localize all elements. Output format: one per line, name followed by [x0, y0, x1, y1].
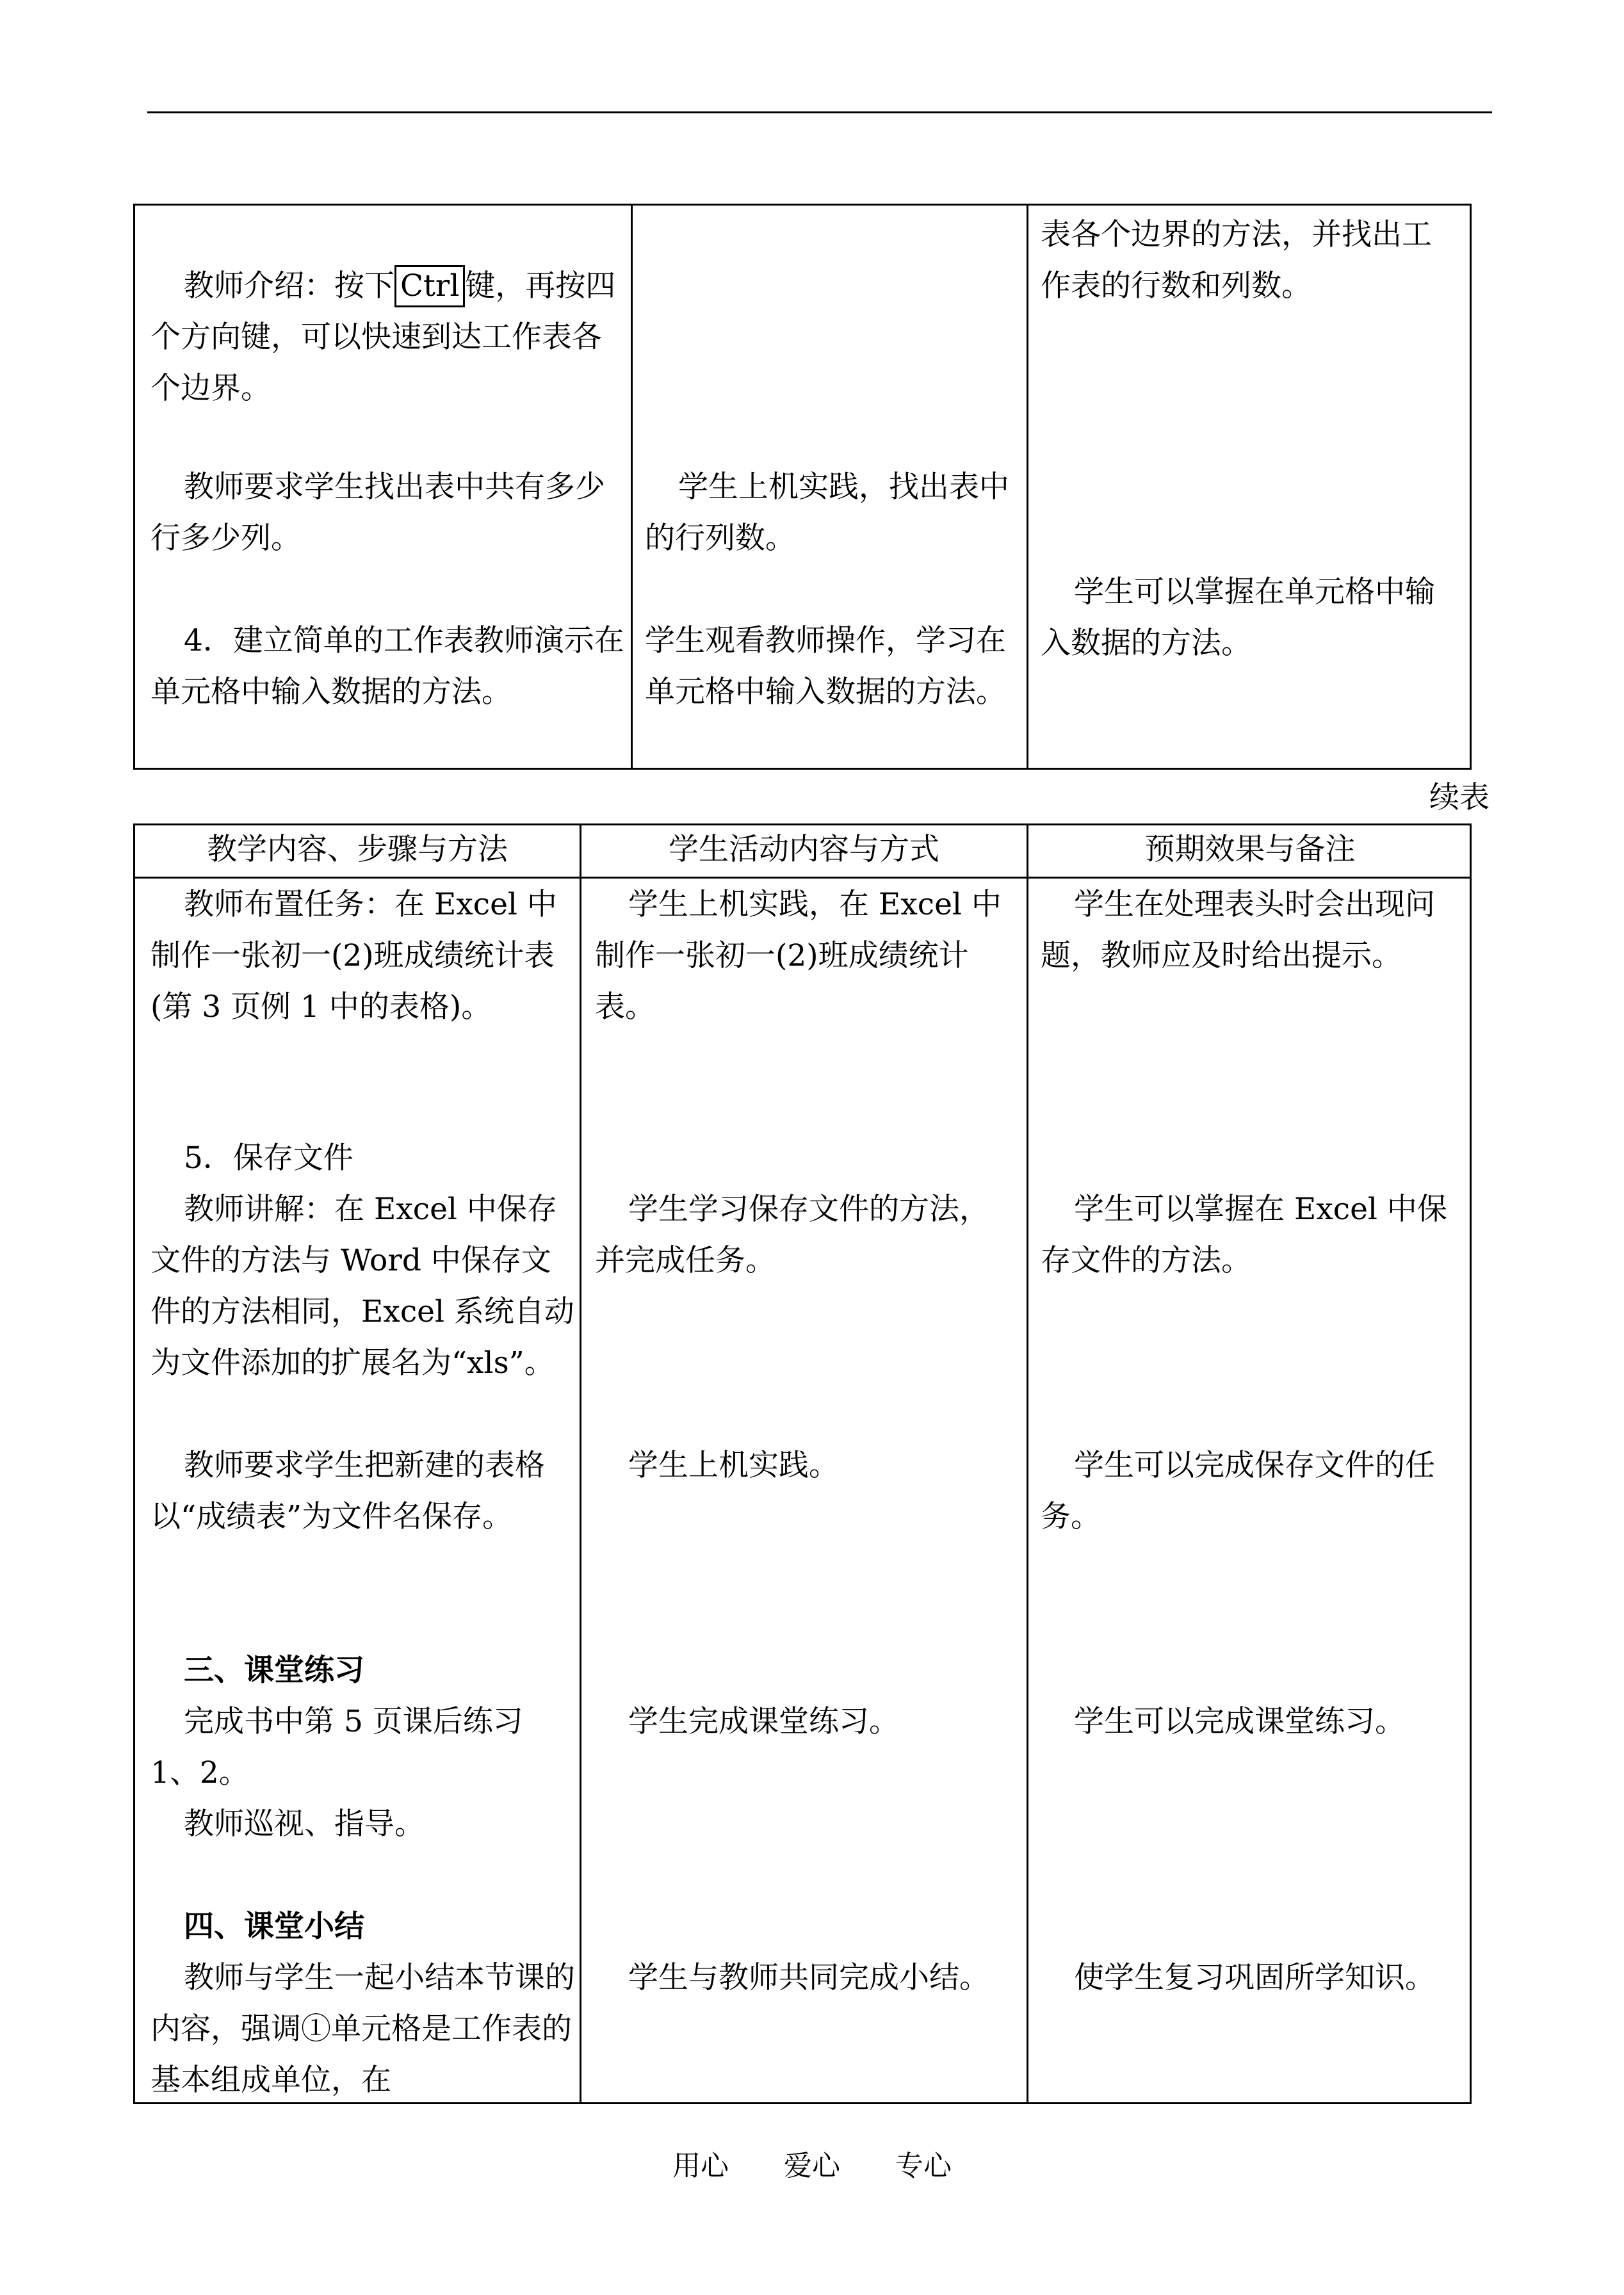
t2-c1-b: 教师讲解：在 Excel 中保存文件的方法与 Word 中保存文件的方法相同，Excel 系统自动为文件添加的扩展名为“xls”。 [150, 1192, 574, 1381]
header-col-2: 学生活动内容与方式 [669, 832, 939, 867]
table-2-divider-1 [580, 825, 581, 2102]
header-rule [147, 111, 1492, 113]
t2-c1-a: 教师布置任务：在 Excel 中制作一张初一(2)班成绩统计表(第 3 页例 1 中的表格)。 [150, 887, 557, 1025]
t2-c3-c: 学生可以完成保存文件的任务。 [1041, 1448, 1435, 1534]
t2-c1-d2: 教师巡视、指导。 [184, 1806, 425, 1842]
t1-c3-p2: 学生可以掌握在单元格中输入数据的方法。 [1041, 574, 1435, 661]
table-2 [133, 823, 1472, 2104]
t2-c1-e: 教师与学生一起小结本节课的内容，强调①单元格是工作表的基本组成单位，在 [150, 1960, 575, 2098]
t2-c3-e: 使学生复习巩固所学知识。 [1074, 1960, 1435, 1995]
t2-c1-b-title: 5．保存文件 [184, 1140, 353, 1176]
t2-c1-e-title: 四、课堂小结 [184, 1909, 364, 1944]
page-footer [0, 2143, 1624, 2184]
table-2-header-rule [135, 877, 1470, 879]
t1-c2-p1: 学生上机实践，找出表中的行列数。 [645, 469, 1009, 556]
t1-c1-p2: 教师要求学生找出表中共有多少行多少列。 [150, 469, 605, 556]
table-1-divider-2 [1027, 206, 1028, 768]
t2-c3-d: 学生可以完成课堂练习。 [1074, 1704, 1405, 1739]
t1-c3-p1: 表各个边界的方法，并找出工作表的行数和列数。 [1041, 217, 1432, 304]
t2-c2-d: 学生完成课堂练习。 [628, 1704, 899, 1739]
t2-c1-d: 完成书中第 5 页课后练习 1、2。 [150, 1704, 523, 1790]
t1-c2-p2: 学生观看教师操作，学习在单元格中输入数据的方法。 [645, 623, 1006, 710]
ctrl-key: Ctrl [394, 265, 465, 307]
t2-c2-a: 学生上机实践，在 Excel 中制作一张初一(2)班成绩统计表。 [595, 887, 1002, 1025]
continued-label: 续表 [1429, 780, 1490, 815]
t2-c3-a: 学生在处理表头时会出现问题，教师应及时给出提示。 [1041, 887, 1435, 973]
table-1 [133, 204, 1472, 770]
footer-word-3: 专心 [895, 2150, 952, 2182]
table-2-divider-2 [1027, 825, 1028, 2102]
t2-c1-d-title: 三、课堂练习 [184, 1653, 364, 1688]
t2-c2-c: 学生上机实践。 [628, 1448, 839, 1483]
footer-word-2: 爱心 [784, 2150, 840, 2182]
t2-c3-b: 学生可以掌握在 Excel 中保存文件的方法。 [1041, 1192, 1447, 1278]
header-col-1: 教学内容、步骤与方法 [207, 832, 508, 867]
t1-c1-p3: 4．建立简单的工作表教师演示在单元格中输入数据的方法。 [150, 623, 624, 710]
footer-word-1: 用心 [672, 2150, 729, 2182]
t1-c1-p1: 教师介绍：按下 Ctrl 键，再按四个方向键，可以快速到达工作表各个边界。 [150, 261, 624, 414]
t2-c2-b: 学生学习保存文件的方法，并完成任务。 [595, 1192, 989, 1278]
t2-c2-e: 学生与教师共同完成小结。 [628, 1960, 989, 1995]
t2-c1-c: 教师要求学生把新建的表格以“成绩表”为文件名保存。 [150, 1448, 545, 1534]
header-col-3: 预期效果与备注 [1144, 832, 1356, 867]
table-1-divider-1 [631, 206, 633, 768]
